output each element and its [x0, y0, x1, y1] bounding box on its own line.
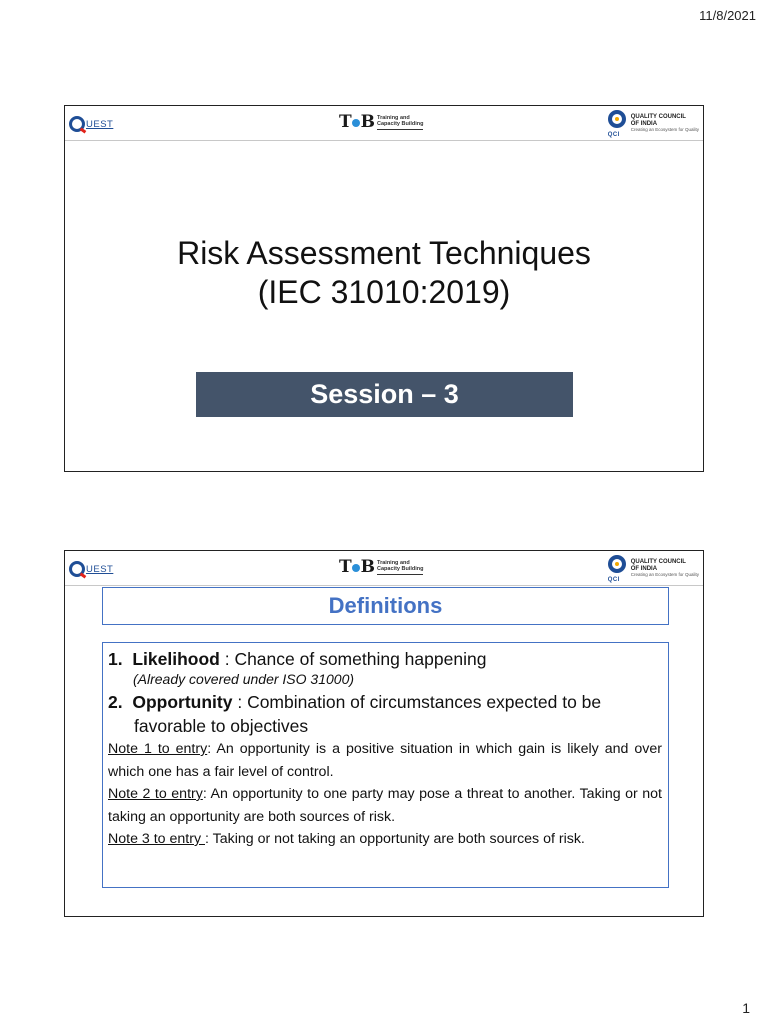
tcb-dot-icon	[352, 119, 360, 127]
qci-logo	[607, 110, 699, 138]
note-2: Note 2 to entry: An opportunity to one party may pose a threat to another. Taking or not taking an opportunity are both sources of risk.	[108, 786, 663, 825]
definitions-heading: Definitions	[102, 587, 669, 625]
note-3: Note 3 to entry : Taking or not taking an opportunity are both sources of risk.	[108, 831, 585, 847]
quest-logo	[69, 561, 113, 577]
quest-logo-text: UEST	[86, 563, 114, 575]
qci-logo	[607, 555, 699, 583]
term-likelihood: Likelihood	[132, 649, 220, 669]
tcb-mark: T B	[339, 557, 375, 577]
quest-q-icon	[69, 116, 85, 132]
note-3-label: Note 3 to entry	[108, 831, 205, 847]
term-opportunity: Opportunity	[132, 692, 233, 712]
tcb-dot-icon	[352, 564, 360, 572]
qci-emblem-icon: QCI	[607, 555, 627, 583]
note-2-label: Note 2 to entry	[108, 786, 203, 802]
definitions-body	[102, 642, 669, 888]
page-number: 1	[742, 1000, 750, 1016]
slide-title-text	[65, 234, 703, 312]
likelihood-note: (Already covered under ISO 31000)	[133, 671, 355, 687]
quest-q-icon	[69, 561, 85, 577]
qci-emblem-icon: QCI	[607, 110, 627, 138]
tcb-logo	[339, 557, 423, 577]
slide-title	[64, 105, 704, 472]
tcb-mark: T B	[339, 112, 375, 132]
session-label: Session – 3	[196, 372, 573, 417]
note-1: Note 1 to entry: An opportunity is a positive situation in which gain is likely and over which one has a fair level of control.	[108, 741, 663, 780]
definition-item-opportunity: 2. Opportunity : Combination of circumstances expected to be	[108, 692, 602, 712]
title-line-1: Risk Assessment Techniques	[177, 235, 591, 271]
qci-logo-text: QUALITY COUNCIL OF INDIA Creating an Ecosystem for Quality	[630, 114, 699, 133]
note-1-label: Note 1 to entry	[108, 741, 208, 757]
opportunity-definition-cont: favorable to objectives	[134, 716, 309, 736]
tcb-subtitle: Training and Capacity Building	[377, 115, 423, 130]
quest-logo-text: UEST	[86, 118, 114, 130]
qci-logo-text: QUALITY COUNCIL OF INDIA Creating an Ecosystem for Quality	[630, 559, 699, 578]
logo-header	[65, 106, 703, 141]
tcb-subtitle: Training and Capacity Building	[377, 560, 423, 575]
slide-definitions	[64, 550, 704, 917]
logo-header	[65, 551, 703, 586]
tcb-logo	[339, 112, 423, 132]
definition-item-likelihood: 1. Likelihood : Chance of something happening	[108, 649, 487, 669]
page-date: 11/8/2021	[699, 8, 756, 23]
title-line-2: (IEC 31010:2019)	[257, 274, 511, 310]
quest-logo	[69, 116, 113, 132]
